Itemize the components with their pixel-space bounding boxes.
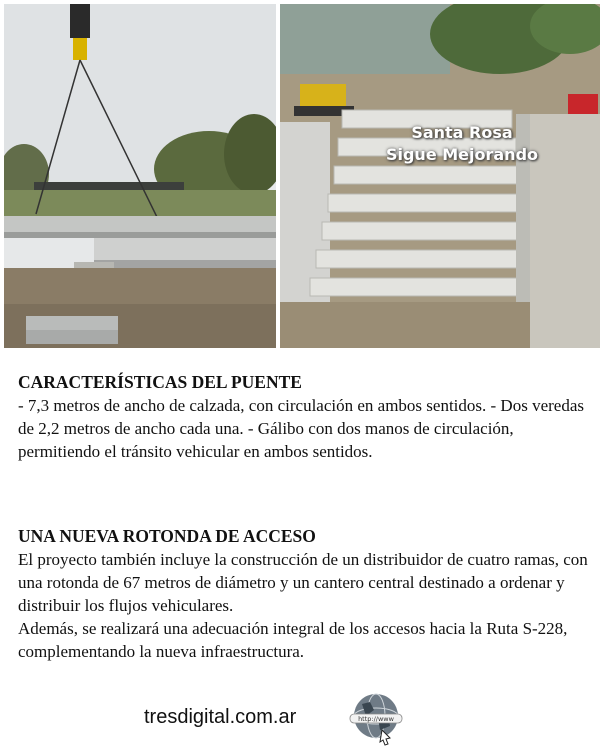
bridge-features-section (18, 371, 588, 463)
website-link[interactable]: tresdigital.com.ar (144, 706, 297, 728)
section-paragraph: Además, se realizará una adecuación integral de los accesos hacia la Ruta S-228, complementando la nueva infraestructura. (18, 619, 568, 661)
globe-label: http://www (358, 715, 394, 723)
section-heading: CARACTERÍSTICAS DEL PUENTE (18, 372, 302, 392)
section-paragraph: El proyecto también incluye la construcción de un distribuidor de cuatro ramas, con una rotonda de 67 metros de diámetro y un cantero central destinado a ordenar y distribuir los flujos vehiculares. (18, 550, 588, 615)
caption-line-1: Santa Rosa (411, 123, 513, 142)
bridge-crane-photo (4, 4, 276, 348)
photo-caption (362, 122, 562, 166)
photo-collage (4, 4, 600, 348)
section-body: - 7,3 metros de ancho de calzada, con circulación en ambos sentidos. - Dos veredas de 2,2 metros de ancho cada una. - Gálibo con dos manos de circulación, permitiendo el tránsito vehicular en ambos sentidos. (18, 396, 584, 461)
section-heading: UNA NUEVA ROTONDA DE ACCESO (18, 526, 316, 546)
caption-line-2: Sigue Mejorando (385, 145, 539, 164)
globe-icon[interactable] (348, 690, 404, 746)
roundabout-section (18, 525, 588, 663)
bridge-aerial-photo (280, 4, 600, 348)
